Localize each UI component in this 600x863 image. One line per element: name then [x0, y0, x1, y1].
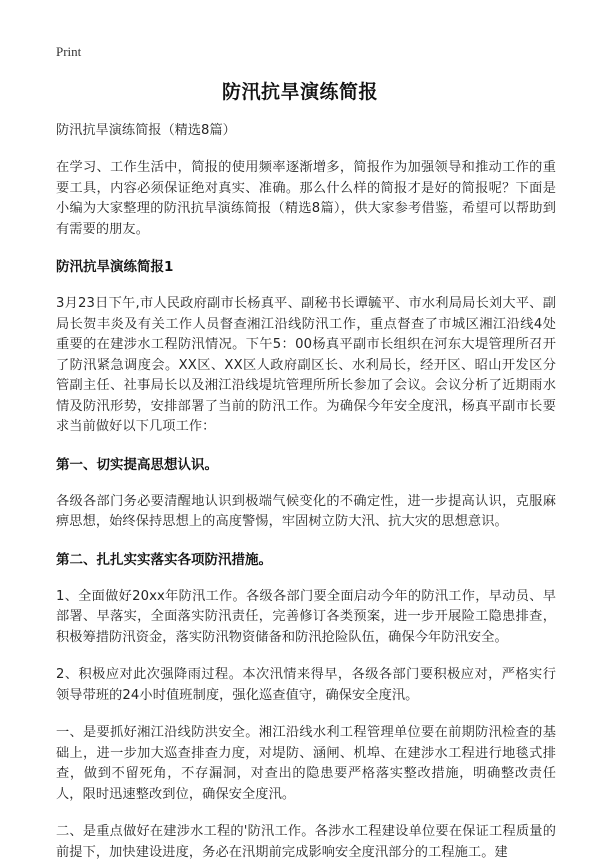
paragraph-3: 1、全面做好20xx年防汛工作。各级各部门要全面启动今年的防汛工作，早动员、早部署、早落实，全面落实防汛责任，完善修订各类预案，进一步开展险工隐患排查，积极筹措防汛资金，落实防汛物资储备和防汛抢险队伍，确保今年防汛安全。 [56, 588, 556, 645]
heading-2: 第二、扎扎实实落实各项防汛措施。 [56, 551, 272, 568]
intro-paragraph: 在学习、工作生活中，简报的使用频率逐渐增多，简报作为加强领导和推动工作的重要工具，内容必须保证绝对真实、准确。那么什么样的简报才是好的简报呢？下面是小编为大家整理的防汛抗旱演练简报（精选8篇），供大家参考借鉴，希望可以帮助到有需要的朋友。 [56, 160, 556, 237]
paragraph-6: 二、是重点做好在建涉水工程的'防汛工作。各涉水工程建设单位要在保证工程质量的前提下，加快建设进度，务必在汛期前完成影响安全度汛部分的工程施工。建 [56, 824, 556, 860]
heading-1: 第一、切实提高思想认识。 [56, 456, 218, 473]
paragraph-1: 3月23日下午,市人民政府副市长杨真平、副秘书长谭毓平、市水利局局长刘大平、副局长贺丰炎及有关工作人员督查湘江沿线防汛工作，重点督查了市城区湘江沿线4处重要的在建涉水工程防汛情况。下午5：00杨真平副市长组织在河东大堤管理所召开了防汛紧急调度会。XX区、XX区人政府副区长、水利局长，经开区、昭山开发区分管副主任、社事局长以及湘江沿线堤坑管理所所长参加了会议。会议分析了近期雨水情及防汛形势，安排部署了当前的防汛工作。为确保今年安全度汛，杨真平副市长要求当前做好以下几项工作： [56, 296, 556, 434]
document-title: 防汛抗旱演练简报 [221, 81, 378, 103]
paragraph-4: 2、积极应对此次强降雨过程。本次汛情来得早，各级各部门要积极应对，严格实行领导带班的24小时值班制度，强化巡查值守，确保安全度汛。 [56, 667, 556, 703]
document-subtitle: 防汛抗旱演练简报（精选8篇） [56, 123, 236, 138]
document-body [56, 121, 556, 863]
paragraph-2: 各级各部门务必要清醒地认识到极端气候变化的不确定性，进一步提高认识，克服麻痹思想，始终保持思想上的高度警惕，牢固树立防大汛、抗大灾的思想意识。 [56, 493, 556, 529]
paragraph-5: 一、是要抓好湘江沿线防洪安全。湘江沿线水利工程管理单位要在前期防汛检查的基础上，进一步加大巡查排查力度，对堤防、涵闸、机埠、在建涉水工程进行地毯式排查，做到不留死角，不存漏洞，对查出的隐患要严格落实整改措施，明确整改责任人，限时迅速整改到位，确保安全度汛。 [56, 725, 556, 802]
print-label[interactable]: Print [56, 44, 82, 59]
section-heading: 防汛抗旱演练简报1 [56, 259, 174, 275]
